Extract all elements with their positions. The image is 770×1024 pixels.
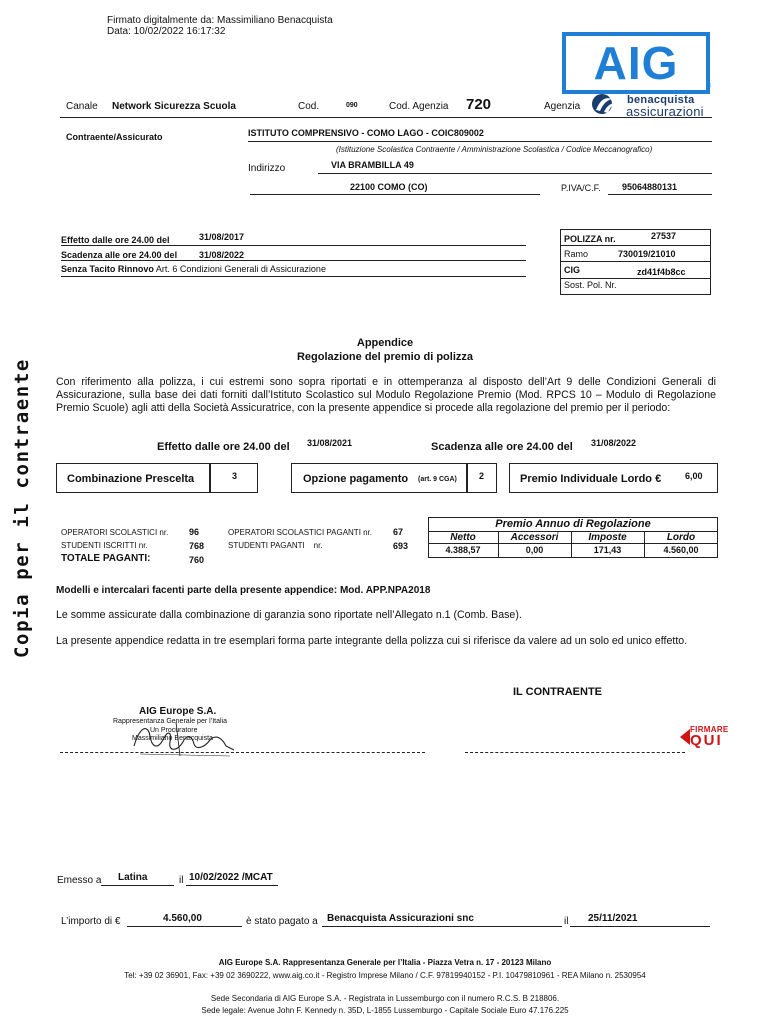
pagamento-data: 25/11/2021 <box>588 913 638 924</box>
operatori-nr: nr. <box>159 528 169 537</box>
procuratore-label: Un Procuratore <box>150 727 198 734</box>
value-imposte: 171,43 <box>593 545 622 555</box>
canale-value: Network Sicurezza Scuola <box>112 101 236 112</box>
header-accessori: Accessori <box>510 532 559 543</box>
citta-value: 22100 COMO (CO) <box>350 182 428 192</box>
operatori-value: 96 <box>189 527 200 537</box>
operatori-paganti-value: 67 <box>393 527 404 537</box>
registered-mark: ® <box>706 83 712 90</box>
sost-pol-label: Sost. Pol. Nr. <box>564 280 617 290</box>
effetto-label: Effetto dalle ore 24.00 del <box>61 235 170 245</box>
studenti-paganti-nr: nr. <box>313 541 323 550</box>
modelli-code: NPA2018 <box>387 585 431 596</box>
paragraph-somme: Le somme assicurate dalla combinazione di garanzia sono riportate nell’Allegato n.1 (Comb. Base). <box>56 609 522 621</box>
emesso-value: Latina <box>118 872 148 883</box>
aig-logo-text: AIG <box>593 37 679 89</box>
emesso-label: Emesso a <box>57 875 102 886</box>
procuratore-name: Massimiliano Benacquista <box>132 735 213 742</box>
footer-line3: Sede Secondaria di AIG Europe S.A. - Registrata in Lussemburgo con il numero R.C.S. B 218806. <box>210 994 560 1003</box>
pagamento-small: (art. 9 CGA) <box>418 476 457 483</box>
pagato-value: Benacquista Assicurazioni snc <box>327 913 474 924</box>
studenti-iscritti-label: STUDENTI ISCRITTI nr. <box>61 541 148 550</box>
importo-label: L’importo di € <box>61 916 121 927</box>
scadenza-value: 31/08/2022 <box>199 250 245 260</box>
cod-label: Cod. <box>298 101 320 112</box>
header-imposte: Imposte <box>588 532 627 543</box>
reg-effetto-label: Effetto dalle ore 24.00 del <box>157 441 290 453</box>
combinazione-value: 3 <box>232 471 238 481</box>
modelli-text: Modelli e intercalari facenti parte della presente appendice: Mod. APP. <box>56 585 388 596</box>
ramo-value: 730019/21010 <box>618 249 676 259</box>
combinazione-label: Combinazione Prescelta <box>67 473 195 485</box>
importo-value: 4.560,00 <box>163 913 202 924</box>
studenti-paganti-text: STUDENTI PAGANTI <box>228 541 305 550</box>
studenti-paganti-label <box>228 541 323 550</box>
emissione-data: 10/02/2022 /MCAT <box>189 872 273 883</box>
il-contraente-label: IL CONTRAENTE <box>513 686 603 698</box>
ramo-label: Ramo <box>564 249 589 259</box>
pagato-label: è stato pagato a <box>246 916 318 927</box>
il-label: il <box>179 875 184 886</box>
copia-contraente-stamp: Copia per il contraente <box>11 358 33 658</box>
header-netto: Netto <box>450 532 476 543</box>
title-appendice: Appendice <box>356 337 414 349</box>
firmare-qui-stamp[interactable] <box>678 725 728 751</box>
indirizzo-value: VIA BRAMBILLA 49 <box>331 160 414 170</box>
footer-line4: Sede legale: Avenue John F. Kennedy n. 35D, L-1855 Lussemburgo - Capitale Sociale Euro 47.176.225 <box>201 1006 569 1015</box>
scadenza-label: Scadenza alle ore 24.00 del <box>61 250 178 260</box>
contraente-name: ISTITUTO COMPRENSIVO - COMO LAGO - COIC809002 <box>248 128 484 138</box>
rinnovo-text: Art. 6 Condizioni Generali di Assicurazione <box>155 264 326 274</box>
agenzia-label: Agenzia <box>544 101 581 112</box>
studenti-paganti-value: 693 <box>393 541 409 551</box>
cig-label: CIG <box>564 265 581 275</box>
cod-value: 090 <box>346 102 358 109</box>
signature-date: Data: 10/02/2022 16:17:32 <box>107 26 226 37</box>
benacquista-logo-icon <box>590 93 620 115</box>
value-netto: 4.388,57 <box>445 545 481 555</box>
reg-scadenza-value: 31/08/2022 <box>591 438 637 448</box>
footer-line1: AIG Europe S.A. Rappresentanza Generale per l’Italia - Piazza Vetra n. 17 - 20123 Milano <box>218 958 552 967</box>
benacquista-brand: benacquista <box>627 94 695 106</box>
firmare-label: FIRMARE <box>690 725 729 734</box>
totale-paganti-value: 760 <box>189 555 205 565</box>
intro-paragraph: Con riferimento alla polizza, i cui estremi sono sopra riportati e in ottemperanza al disposto dell’Art 9 delle Condizioni Generali di Assicurazione, sulla base dei dati forniti dall’Istituto Scolastico sul Modulo Regolazione Premio (Mod. RPCS 10 – Modulo di Regolazione Premio Scuole) agli atti della Società Assicuratrice, con la presente appendice si procede alla regolazione del premio per il periodo: <box>56 376 716 414</box>
aig-europe-label: AIG Europe S.A. <box>139 706 217 717</box>
pagamento-label: Opzione pagamento <box>303 473 409 485</box>
studenti-iscritti-value: 768 <box>189 541 205 551</box>
indirizzo-label: Indirizzo <box>248 163 286 174</box>
polizza-value: 27537 <box>651 231 677 241</box>
pagamento-il-label: il <box>564 916 569 927</box>
operatori-text: OPERATORI SCOLASTICI <box>61 528 158 537</box>
firmare-arrow-icon <box>678 727 690 747</box>
polizza-label: POLIZZA nr. <box>564 234 616 244</box>
canale-label: Canale <box>66 101 98 112</box>
premio-value: 6,00 <box>685 471 703 481</box>
modelli-line <box>56 585 430 596</box>
title-regolazione: Regolazione del premio di polizza <box>296 351 474 363</box>
digital-signature-note <box>107 15 333 37</box>
contraente-note: (Istituzione Scolastica Contraente / Amministrazione Scolastica / Codice Meccanografico) <box>336 145 653 154</box>
totale-paganti-label: TOTALE PAGANTI: <box>61 553 151 564</box>
piva-value: 95064880131 <box>622 182 678 192</box>
signature-signer: Firmato digitalmente da: Massimiliano Benacquista <box>107 15 333 26</box>
footer-line2: Tel: +39 02 36901, Fax: +39 02 3690222, www.aig.co.it - Registro Imprese Milano / C.F. 97819940152 - P.I. 10479810961 - REA Milano n. 2530954 <box>124 971 646 980</box>
piva-label: P.IVA/C.F. <box>561 183 601 193</box>
rinnovo-bold: Senza Tacito Rinnovo <box>61 264 154 274</box>
premio-label: Premio Individuale Lordo € <box>520 473 662 485</box>
aig-logo <box>562 32 710 94</box>
header-lordo: Lordo <box>666 532 696 543</box>
operatori-label <box>61 528 168 537</box>
pagamento-value: 2 <box>479 471 485 481</box>
cig-value: zd41f4b8cc <box>637 267 686 277</box>
operatori-paganti-label: OPERATORI SCOLASTICI PAGANTI nr. <box>228 528 373 537</box>
qui-label: QUI <box>690 732 723 749</box>
benacquista-brand-sub: assicurazioni <box>626 104 704 119</box>
handwritten-signature <box>130 716 240 760</box>
paragraph-esemplari: La presente appendice redatta in tre esemplari forma parte integrante della polizza cui si riferisce da valere ad un solo ed unico effetto. <box>56 635 688 647</box>
contraente-label: Contraente/Assicurato <box>66 132 163 142</box>
value-accessori: 0,00 <box>525 545 544 555</box>
rinnovo-line <box>61 264 326 274</box>
premio-annuo-title: Premio Annuo di Regolazione <box>495 518 651 530</box>
reg-effetto-value: 31/08/2021 <box>307 438 353 448</box>
cod-agenzia-label: Cod. Agenzia <box>389 101 449 112</box>
reg-scadenza-label: Scadenza alle ore 24.00 del <box>431 441 573 453</box>
value-lordo: 4.560,00 <box>663 545 699 555</box>
effetto-value: 31/08/2017 <box>199 232 245 242</box>
cod-agenzia-value: 720 <box>466 96 492 113</box>
rappresentanza-label: Rappresentanza Generale per l’Italia <box>113 718 228 725</box>
